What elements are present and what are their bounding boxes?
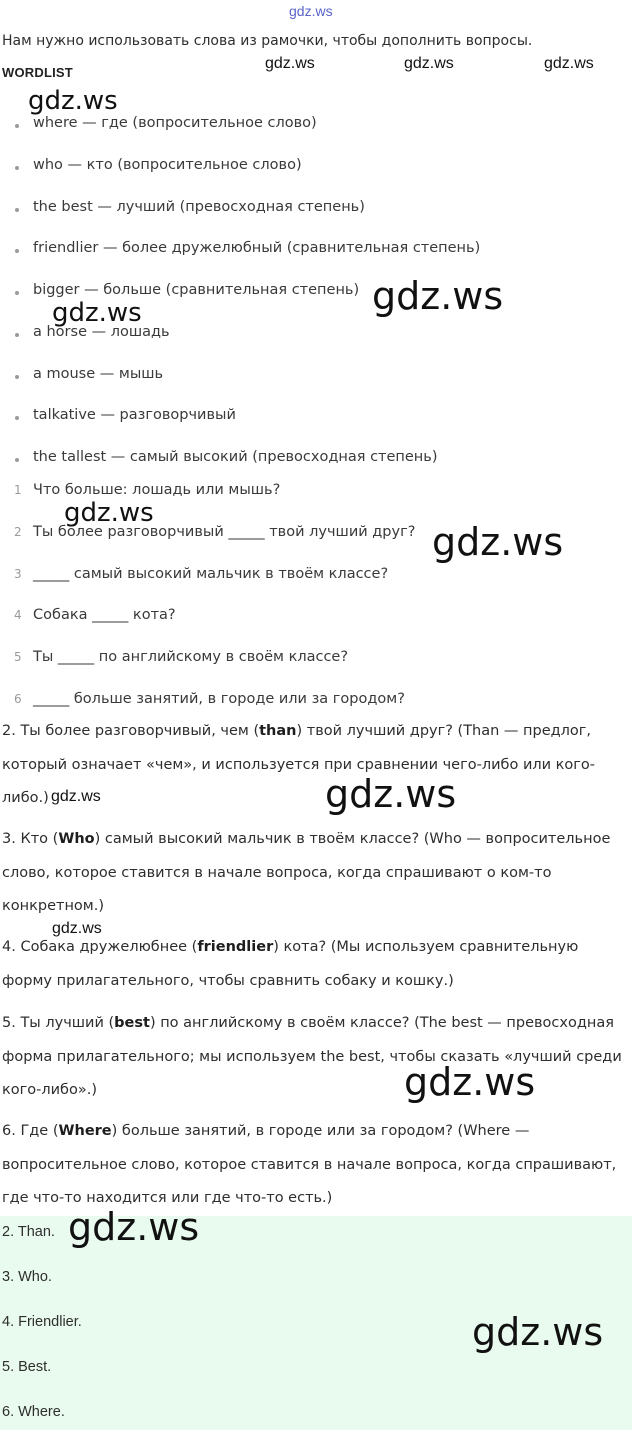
bullet-icon xyxy=(15,249,19,253)
answer-item: 2. Than. xyxy=(2,1224,55,1240)
watermark: gdz.ws xyxy=(52,298,142,328)
watermark: gdz.ws xyxy=(544,55,594,72)
watermark: gdz.ws xyxy=(265,55,315,72)
explanation-paragraph: 4. Собака дружелюбнее (friendlier) кота? (Мы используем сравнительную форму прилагательного, чтобы сравнить собаку и кошку.) xyxy=(2,939,579,989)
bullet-icon xyxy=(15,458,19,462)
bullet-icon xyxy=(15,208,19,212)
answer-item: 4. Friendlier. xyxy=(2,1314,82,1330)
explanation-paragraph: 6. Где (Where) больше занятий, в городе или за городом? (Where — вопросительное слово, которое ставится в начале вопроса, когда спрашивают, где что-то находится или где что-то есть.) xyxy=(2,1123,617,1206)
intro-text: Нам нужно использовать слова из рамочки, чтобы дополнить вопросы. xyxy=(2,33,533,49)
watermark: gdz.ws xyxy=(432,520,564,564)
wordlist-title: WORDLIST xyxy=(2,65,73,80)
bullet-icon xyxy=(15,375,19,379)
bullet-icon xyxy=(15,333,19,337)
watermark: gdz.ws xyxy=(325,772,457,816)
answer-item: 5. Best. xyxy=(2,1359,52,1375)
watermark: gdz.ws xyxy=(404,55,454,72)
watermark: gdz.ws xyxy=(64,498,154,528)
watermark: gdz.ws xyxy=(372,274,504,318)
explanation-paragraph: 3. Кто (Who) самый высокий мальчик в твоём классе? (Who — вопросительное слово, которое ставится в начале вопроса, когда спрашивают о ком-то конкретном.) xyxy=(2,831,611,914)
watermark: gdz.ws xyxy=(472,1310,604,1354)
answer-item: 6. Where. xyxy=(2,1404,65,1420)
watermark: gdz.ws xyxy=(68,1205,200,1249)
answer-item: 3. Who. xyxy=(2,1269,52,1285)
bullet-icon xyxy=(15,166,19,170)
watermark: gdz.ws xyxy=(52,920,102,937)
site-watermark-top[interactable]: gdz.ws xyxy=(289,3,333,19)
explanation-paragraph: 5. Ты лучший (best) по английскому в своём классе? (The best — превосходная форма прилагательного; мы используем the best, чтобы сказать «лучший среди кого-либо».) xyxy=(2,1015,622,1098)
bullet-icon xyxy=(15,291,19,295)
watermark: gdz.ws xyxy=(404,1060,536,1104)
watermark: gdz.ws xyxy=(51,788,101,805)
watermark: gdz.ws xyxy=(28,86,118,116)
bullet-icon xyxy=(15,416,19,420)
bullet-icon xyxy=(15,124,19,128)
explanation-paragraph: 2. Ты более разговорчивый, чем (than) твой лучший друг? (Than — предлог, который означает «чем», и используется при сравнении чего-либо или кого-либо.) xyxy=(2,723,596,806)
